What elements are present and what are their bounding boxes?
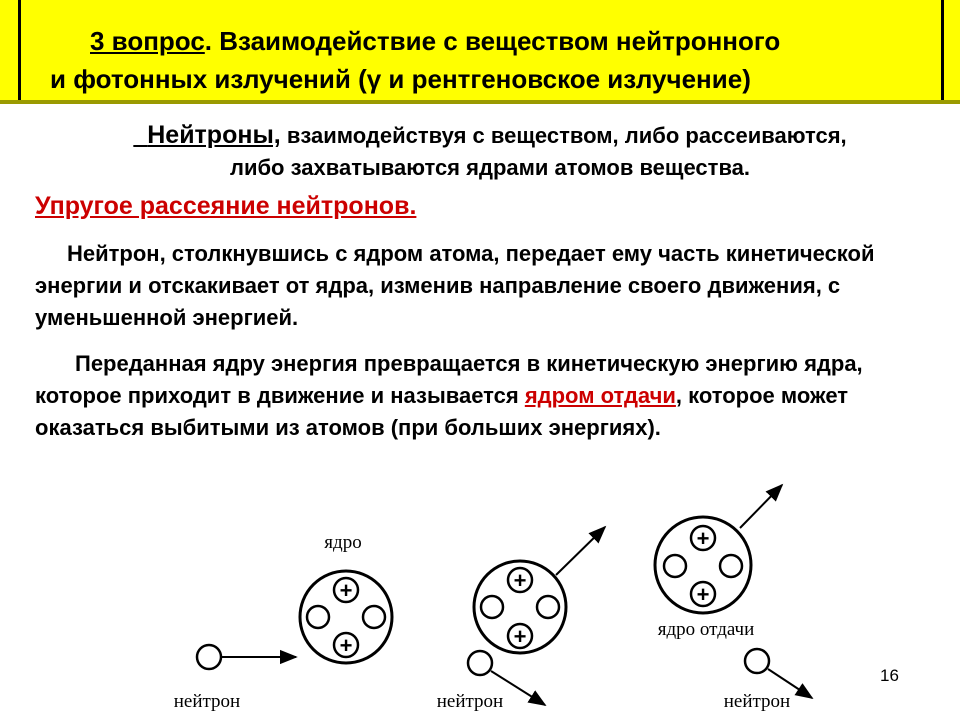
scattering-diagram (0, 470, 960, 720)
paragraph-2: Переданная ядру энергия превращается в кинетическую энергию ядра, которое приходит в движение и называется ядром отдачи, которое может оказаться выбитыми из атомов (при больших энергиях). (35, 351, 863, 440)
outgoing-neutron (745, 649, 769, 673)
nucleus-recoil-arrow (556, 527, 605, 575)
stage-2 (437, 527, 605, 712)
neutrons-text-1: взаимодействуя с веществом, либо рассеиваются, (280, 123, 847, 148)
plus-2b: + (513, 624, 527, 649)
neutral-3a (664, 555, 686, 577)
neutral-1a (307, 606, 329, 628)
label-neutron-2: нейтрон (436, 691, 504, 712)
plus-1a: + (339, 578, 353, 603)
plus-3b: + (696, 582, 710, 607)
neutral-1b (363, 606, 385, 628)
neutral-3b (720, 555, 742, 577)
neutrons-text-2: либо захватываются ядрами атомов вещества. (229, 155, 751, 180)
incoming-neutron (197, 645, 221, 669)
stage-3 (655, 485, 812, 712)
stage-1 (174, 532, 392, 712)
title-line2: и фотонных излучений (γ и рентгеновское излучение) (50, 64, 751, 94)
label-nucleus: ядро (324, 532, 362, 553)
label-neutron-3: нейтрон (723, 691, 791, 712)
title-question: 3 вопрос (90, 26, 205, 56)
recoil-arrow (740, 485, 782, 528)
plus-1b: + (339, 633, 353, 658)
slide-title (50, 22, 930, 98)
recoil-nucleus-link[interactable]: ядром отдачи (524, 383, 676, 408)
plus-2a: + (513, 568, 527, 593)
label-neutron-1: нейтрон (173, 691, 241, 712)
neutrons-intro (45, 119, 935, 184)
paragraph-1: Нейтрон, столкнувшись с ядром атома, передает ему часть кинетической энергии и отскакивает от ядра, изменив направление своего движения, с уменьшенной энергией. (35, 241, 875, 330)
title-rest: . Взаимодействие с веществом нейтронного (204, 26, 781, 56)
plus-3a: + (696, 526, 710, 551)
neutrons-lead: Нейтроны, (147, 121, 281, 149)
neutral-2a (481, 596, 503, 618)
title-shadow (0, 100, 960, 104)
label-recoil: ядро отдачи (657, 619, 755, 640)
slide-number: 16 (880, 666, 899, 685)
neutral-2b (537, 596, 559, 618)
colliding-neutron (468, 651, 492, 675)
section-heading: Упругое рассеяние нейтронов. (35, 192, 417, 220)
